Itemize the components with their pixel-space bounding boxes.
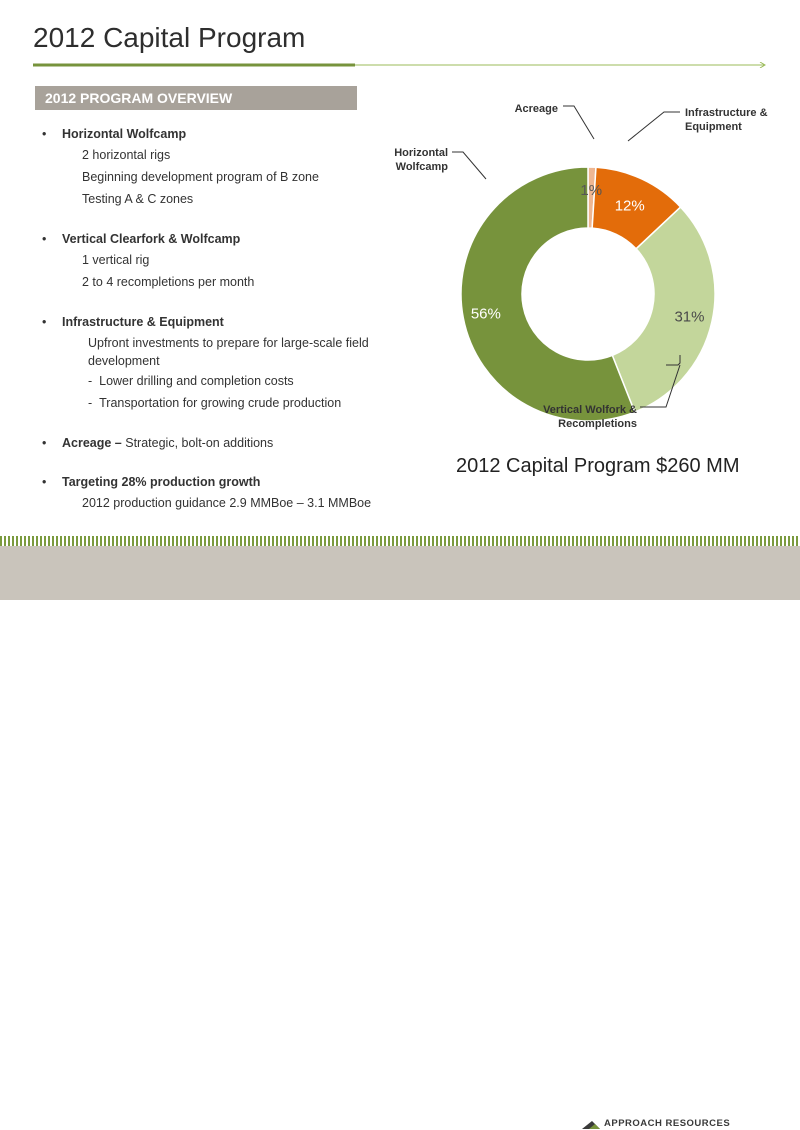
section-heading: • Infrastructure & Equipment — [42, 312, 422, 332]
capital-donut-chart — [380, 95, 780, 440]
callout-line-horizontal — [452, 152, 486, 179]
callout-horizontal: Horizontal — [394, 147, 448, 159]
footer — [0, 546, 800, 1130]
list-item: - Lower drilling and completion costs — [88, 374, 294, 388]
list-item: 1 vertical rig — [82, 253, 150, 267]
chart-subtitle: 2012 Capital Program $260 MM — [456, 455, 740, 477]
callout-vertical: Recompletions — [558, 418, 637, 430]
company-logo: APPROACH RESOURCES — [604, 1118, 730, 1129]
list-item: 2 horizontal rigs — [82, 148, 171, 162]
slice-value-label: 1% — [580, 182, 603, 200]
overview-list — [42, 124, 422, 514]
section-heading: • Acreage – Strategic, bolt-on additions — [42, 433, 422, 453]
callout-line-infrastructure — [628, 112, 680, 141]
bullet-icon: • — [42, 315, 47, 329]
slice-value-label: 56% — [470, 305, 501, 323]
slice-value-label: 31% — [674, 308, 705, 326]
callout-line-acreage — [563, 106, 594, 139]
overview-header: 2012 PROGRAM OVERVIEW — [35, 86, 357, 110]
callout-horizontal: Wolfcamp — [395, 161, 448, 173]
list-item: Upfront investments to prepare for large-scale field development — [88, 336, 369, 368]
title-rule — [33, 62, 768, 68]
slice-value-label: 12% — [614, 197, 645, 215]
page-title: 2012 Capital Program — [33, 22, 306, 53]
section-heading: • Targeting 28% production growth — [42, 472, 422, 492]
callout-infrastructure: Equipment — [685, 121, 742, 133]
bullet-icon: • — [42, 232, 47, 246]
footer-stripe — [0, 536, 800, 546]
section-heading: • Vertical Clearfork & Wolfcamp — [42, 229, 422, 249]
section-heading: • Horizontal Wolfcamp — [42, 124, 422, 144]
bullet-icon: • — [42, 436, 47, 450]
list-item: - Transportation for growing crude production — [88, 396, 342, 410]
callout-acreage: Acreage — [514, 103, 558, 115]
callout-infrastructure: Infrastructure & — [685, 107, 768, 119]
logo-mark-icon — [582, 1119, 600, 1129]
callout-vertical: Vertical Wolfork & — [543, 404, 637, 416]
bullet-icon: • — [42, 127, 47, 141]
list-item: 2 to 4 recompletions per month — [82, 275, 255, 289]
bullet-icon: • — [42, 475, 47, 489]
list-item: Beginning development program of B zone — [82, 170, 319, 184]
list-item: 2012 production guidance 2.9 MMBoe – 3.1 MMBoe — [82, 496, 372, 510]
list-item: Testing A & C zones — [82, 192, 194, 206]
page-number: 7 — [772, 1116, 779, 1130]
